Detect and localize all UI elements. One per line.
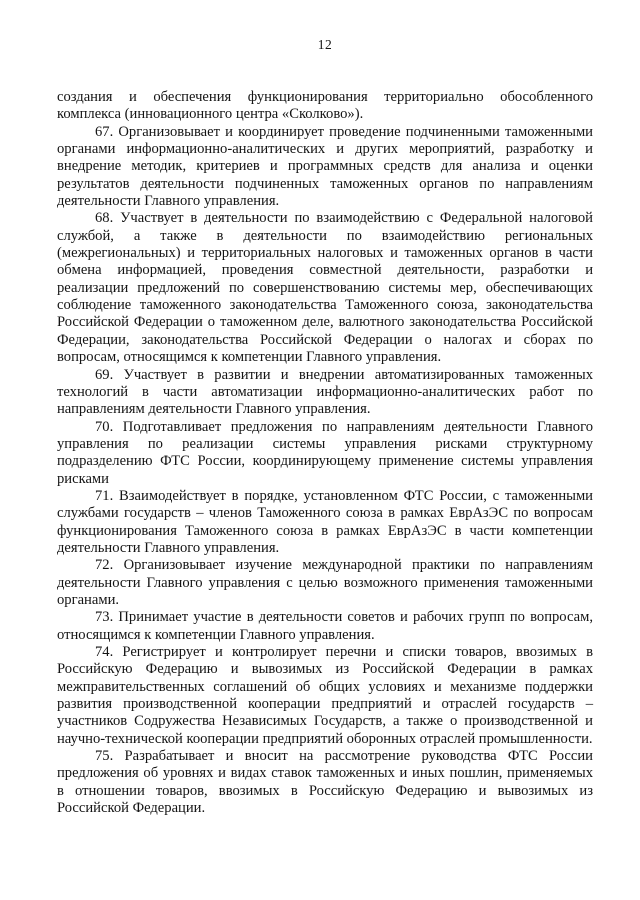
paragraph-68: 68. Участвует в деятельности по взаимодействию с Федеральной налоговой службой, а также в деятельности по взаимодействию региональных (межрегиональных) и территориальных налоговых и таможенных органов в части обмена информацией, проведения совместной деятельности, разработки и реализации предложений по совершенствованию системы мер, обеспечивающих соблюдение таможенного законодательства Таможенного союза, законодательства Российской Федерации о таможенном деле, валютного законодательства Российской Федерации, законодательства Российской Федерации о налогах и сборах по вопросам, относящимся к компетенции Главного управления. [57, 210, 593, 366]
page-number: 12 [317, 37, 333, 52]
paragraph-71: 71. Взаимодействует в порядке, установленном ФТС России, с таможенными службами государств – членов Таможенного союза в рамках ЕврАзЭС по вопросам функционирования Таможенного союза в рамках ЕврАзЭС в части компетенции деятельности Главного управления. [57, 487, 593, 556]
paragraph-72: 72. Организовывает изучение международной практики по направлениям деятельности Главного управления с целью возможного применения таможенными органами. [57, 557, 593, 608]
paragraph-73: 73. Принимает участие в деятельности советов и рабочих групп по вопросам, относящимся к компетенции Главного управления. [57, 609, 593, 643]
paragraph-69: 69. Участвует в развитии и внедрении автоматизированных таможенных технологий в части автоматизации информационно-аналитических работ по направлениям деятельности Главного управления. [57, 366, 593, 418]
paragraph-70: 70. Подготавливает предложения по направлениям деятельности Главного управления по реализации системы управления рисками структурному подразделению ФТС России, координирующему применение системы управления рисками [57, 418, 593, 487]
paragraph-74: 74. Регистрирует и контролирует перечни и списки товаров, ввозимых в Российскую Федерацию и вывозимых из Российской Федерации в рамках межправительственных соглашений об общих условиях и механизме поддержки развития производственной кооперации предприятий и отраслей государств – участников Содружества Независимых Государств, а также о производственной и научно-технической кооперации предприятий оборонных отраслей промышленности. [57, 644, 593, 747]
paragraph-67: 67. Организовывает и координирует проведение подчиненными таможенными органами информационно-аналитических и других мероприятий, разработку и внедрение методик, критериев и программных средств для анализа и оценки результатов деятельности подчиненных таможенных органов по направлениям деятельности Главного управления. [57, 123, 593, 210]
paragraph-75: 75. Разрабатывает и вносит на рассмотрение руководства ФТС России предложения об уровнях и видах ставок таможенных и иных пошлин, применяемых в отношении товаров, ввозимых в Российскую Федерацию и вывозимых из Российской Федерации. [57, 748, 593, 817]
document-body [57, 89, 593, 817]
paragraph-continuation: создания и обеспечения функционирования территориально обособленного комплекса (инновационного центра «Сколково»). [57, 89, 593, 123]
